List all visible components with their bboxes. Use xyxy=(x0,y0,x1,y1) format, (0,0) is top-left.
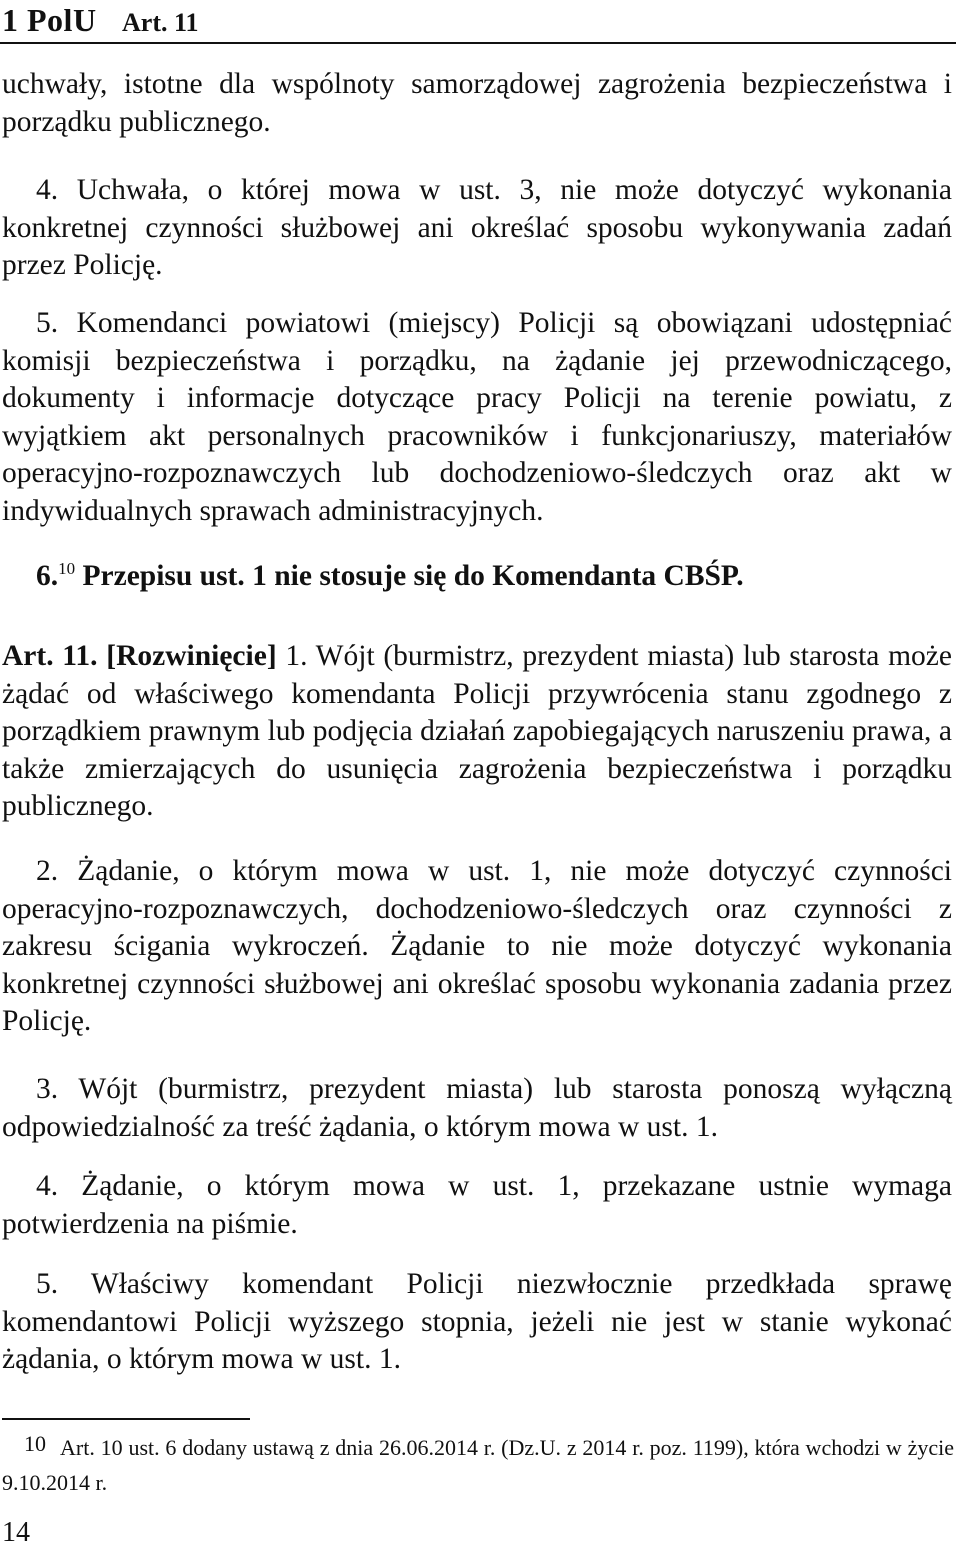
paragraph-6 xyxy=(2,558,952,596)
paragraph-6-number: 6. xyxy=(36,560,59,592)
article-11-paragraph-3: 3. Wójt (burmistrz, prezydent miasta) lub starosta ponoszą wyłączną odpowiedzialność za treść żądania, o którym mowa w ust. 1. xyxy=(2,1073,952,1143)
article-11-paragraph-5: 5. Właściwy komendant Policji niezwłocznie przedkłada sprawę komendantowi Policji wyższego stopnia, jeżeli nie jest w stanie wykonać żądania, o którym mowa w ust. 1. xyxy=(2,1268,952,1375)
article-11-paragraph-1 xyxy=(2,638,952,826)
running-header xyxy=(0,0,956,44)
footnote-text: Art. 10 ust. 6 dodany ustawą z dnia 26.06.2014 r. (Dz.U. z 2014 r. poz. 1199), która wchodzi w życie 9.10.2014 r. xyxy=(2,1435,954,1495)
paragraph-5: 5. Komendanci powiatowi (miejscy) Policji są obowiązani udostępniać komisji bezpieczeństwa i porządku, na żądanie jej przewodniczącego, dokumenty i informacje dotyczące pracy Policji na terenie powiatu, z wyjątkiem akt personalnych pracowników i funkcjonariuszy, materiałów operacyjno-rozpoznawczych lub dochodzeniowo-śledczych oraz akt w indywidualnych sprawach administracyjnych. xyxy=(2,307,952,527)
article-11-paragraph-4: 4. Żądanie, o którym mowa w ust. 1, przekazane ustnie wymaga potwierdzenia na piśmie. xyxy=(2,1170,952,1240)
footnote-number: 10 xyxy=(24,1431,46,1456)
footnote xyxy=(2,1430,954,1500)
article-11-paragraph-1-text: 1. Wójt (burmistrz, prezydent miasta) lub starosta może żądać od właściwego komendanta Policji przywrócenia stanu zgodnego z porządkiem prawnym lub podjęcia działań zapobiegających naruszeniu prawa, a także zmierzających do usunięcia zagrożenia bezpieczeństwa i porządku publicznego. xyxy=(2,640,952,822)
paragraph-4: 4. Uchwała, o której mowa w ust. 3, nie może dotyczyć wykonania konkretnej czynności służbowej ani określać sposobu wykonywania zadań przez Policję. xyxy=(2,174,952,281)
article-11-paragraph-2: 2. Żądanie, o którym mowa w ust. 1, nie może dotyczyć czynności operacyjno-rozpoznawczych, dochodzeniowo-śledczych oraz czynności z zakresu ścigania wykroczeń. Żądanie to nie może dotyczyć wykonania konkretnej czynności służbowej ani określać sposobu wykonania zadania przez Policję. xyxy=(2,855,952,1037)
footnote-reference: 10 xyxy=(58,559,76,579)
article-11-heading: Art. 11. [Rozwinięcie] xyxy=(2,640,277,672)
footnote-separator xyxy=(2,1418,250,1420)
page-number: 14 xyxy=(2,1517,30,1548)
paragraph-6-text: Przepisu ust. 1 nie stosuje się do Komendanta CBŚP. xyxy=(82,560,744,592)
header-article: Art. 11 xyxy=(122,8,199,37)
act-code: 1 PolU xyxy=(2,2,97,38)
paragraph-3-continuation: uchwały, istotne dla wspólnoty samorządowej zagrożenia bezpieczeństwa i porządku publicznego. xyxy=(2,68,952,138)
